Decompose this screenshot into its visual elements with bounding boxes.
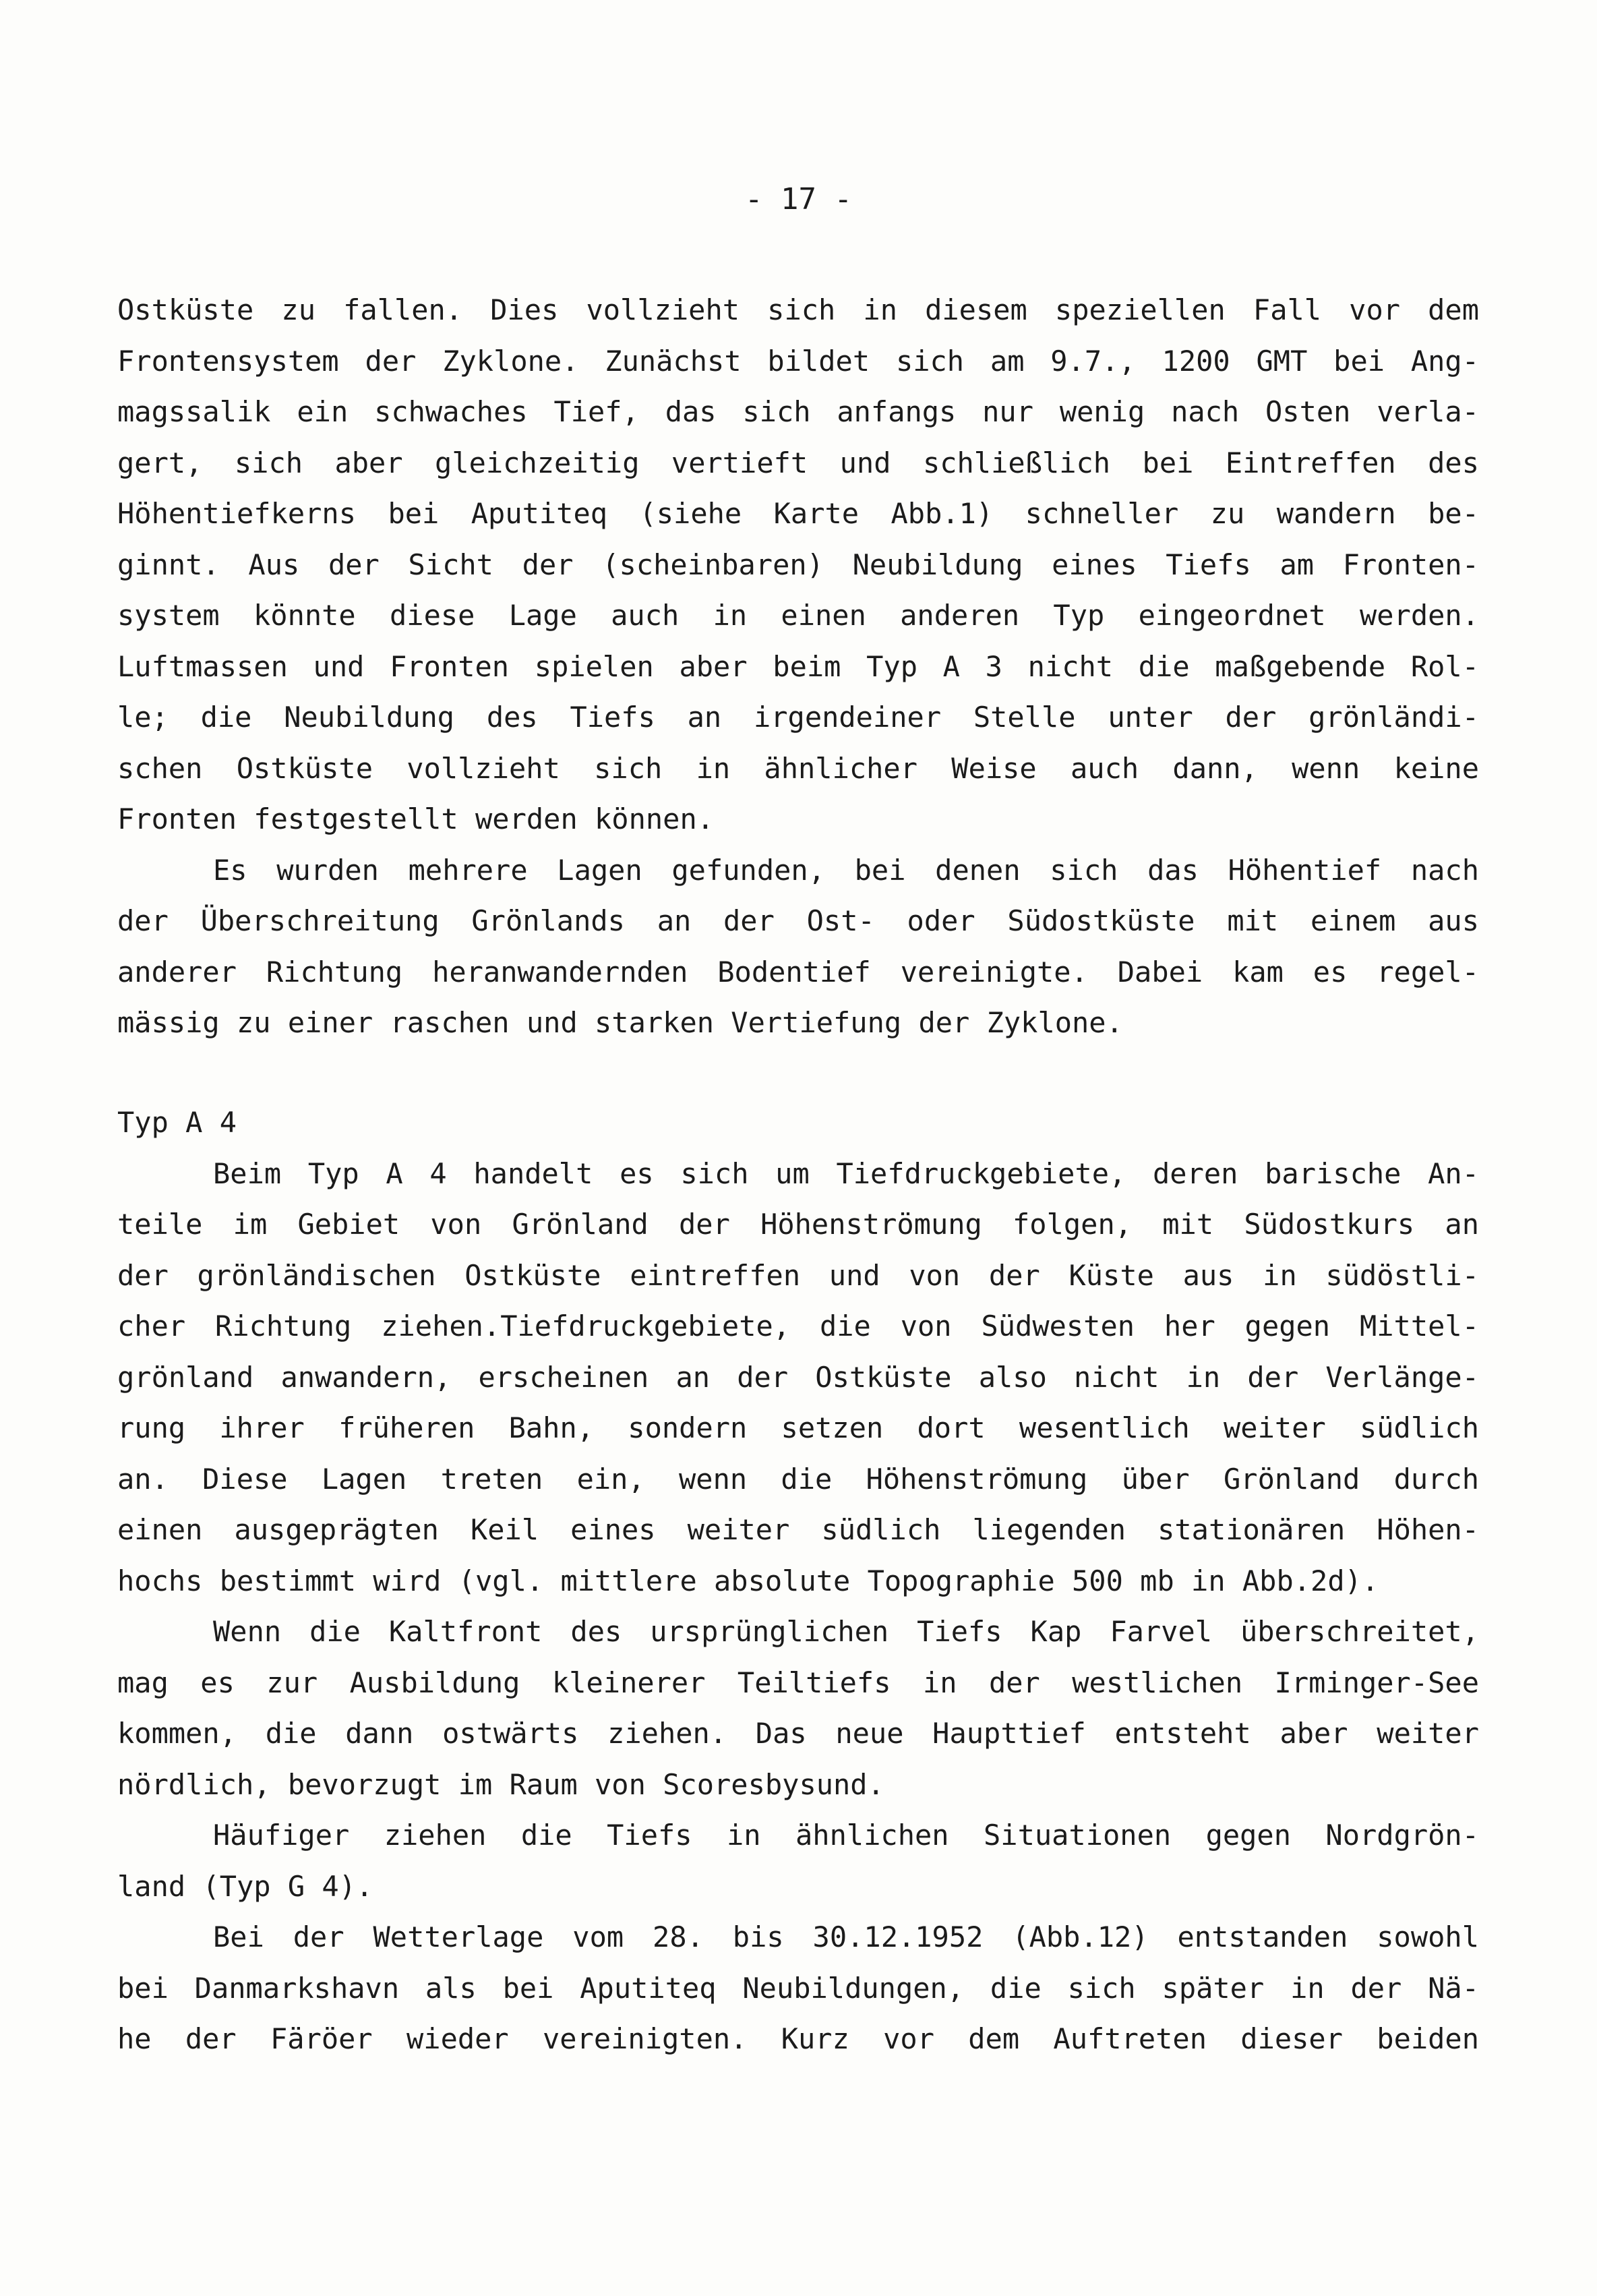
text-line: einen ausgeprägten Keil eines weiter südlich liegenden stationären Höhen-	[117, 1513, 1479, 1546]
text-line: bei Danmarkshavn als bei Aputiteq Neubildungen, die sich später in der Nä-	[117, 1971, 1479, 2005]
text-line: Beim Typ A 4 handelt es sich um Tiefdruckgebiete, deren barische An-	[213, 1156, 1479, 1190]
text-line: system könnte diese Lage auch in einen anderen Typ eingeordnet werden.	[117, 599, 1479, 632]
text-line: kommen, die dann ostwärts ziehen. Das neue Haupttief entsteht aber weiter	[117, 1717, 1479, 1750]
text-line: Wenn die Kaltfront des ursprünglichen Tiefs Kap Farvel überschreitet,	[213, 1615, 1479, 1648]
text-line: magssalik ein schwaches Tief, das sich anfangs nur wenig nach Osten verla-	[117, 395, 1479, 428]
text-line: Bei der Wetterlage vom 28. bis 30.12.1952 (Abb.12) entstanden sowohl	[213, 1920, 1479, 1953]
text-line: he der Färöer wieder vereinigten. Kurz vor dem Auftreten dieser beiden	[117, 2022, 1479, 2055]
text-line: grönland anwandern, erscheinen an der Ostküste also nicht in der Verlänge-	[117, 1360, 1479, 1394]
text-line: rung ihrer früheren Bahn, sondern setzen dort wesentlich weiter südlich	[117, 1411, 1479, 1444]
page-number: - 17 -	[745, 182, 852, 216]
text-line: an. Diese Lagen treten ein, wenn die Höhenströmung über Grönland durch	[117, 1462, 1479, 1496]
text-line: der Überschreitung Grönlands an der Ost- oder Südostküste mit einem aus	[117, 904, 1479, 937]
text-line: Ostküste zu fallen. Dies vollzieht sich in diesem speziellen Fall vor dem	[117, 293, 1479, 326]
text-line: cher Richtung ziehen.Tiefdruckgebiete, die von Südwesten her gegen Mittel-	[117, 1309, 1479, 1343]
text-line: Fronten festgestellt werden können.	[117, 802, 715, 835]
text-line: mässig zu einer raschen und starken Vertiefung der Zyklone.	[117, 1006, 1123, 1039]
text-line: Luftmassen und Fronten spielen aber beim Typ A 3 nicht die maßgebende Rol-	[117, 649, 1479, 683]
text-line: le; die Neubildung des Tiefs an irgendeiner Stelle unter der grönländi-	[117, 701, 1479, 734]
text-line: Häufiger ziehen die Tiefs in ähnlichen Situationen gegen Nordgrön-	[213, 1819, 1479, 1852]
text-line: anderer Richtung heranwandernden Bodentief vereinigte. Dabei kam es regel-	[117, 955, 1479, 989]
text-line: land (Typ G 4).	[117, 1869, 373, 1903]
text-line: teile im Gebiet von Grönland der Höhenströmung folgen, mit Südostkurs an	[117, 1208, 1479, 1241]
text-line: Es wurden mehrere Lagen gefunden, bei denen sich das Höhentief nach	[213, 853, 1479, 887]
text-line: der grönländischen Ostküste eintreffen und von der Küste aus in südöstli-	[117, 1258, 1479, 1292]
text-line: nördlich, bevorzugt im Raum von Scoresbysund.	[117, 1767, 884, 1801]
text-line: gert, sich aber gleichzeitig vertieft und schließlich bei Eintreffen des	[117, 446, 1479, 479]
text-line: Höhentiefkerns bei Aputiteq (siehe Karte Abb.1) schneller zu wandern be-	[117, 497, 1479, 530]
text-line: hochs bestimmt wird (vgl. mittlere absolute Topographie 500 mb in Abb.2d).	[117, 1564, 1379, 1597]
text-line: ginnt. Aus der Sicht der (scheinbaren) Neubildung eines Tiefs am Fronten-	[117, 548, 1479, 581]
text-line: mag es zur Ausbildung kleinerer Teiltiefs in der westlichen Irminger-See	[117, 1666, 1479, 1699]
text-block-continuation	[117, 285, 1479, 1049]
section-heading: Typ A 4	[117, 1106, 237, 1139]
section-typ-a4	[117, 1097, 1479, 2065]
text-line: Frontensystem der Zyklone. Zunächst bildet sich am 9.7., 1200 GMT bei Ang-	[117, 344, 1479, 378]
text-line: schen Ostküste vollzieht sich in ähnlicher Weise auch dann, wenn keine	[117, 751, 1479, 785]
